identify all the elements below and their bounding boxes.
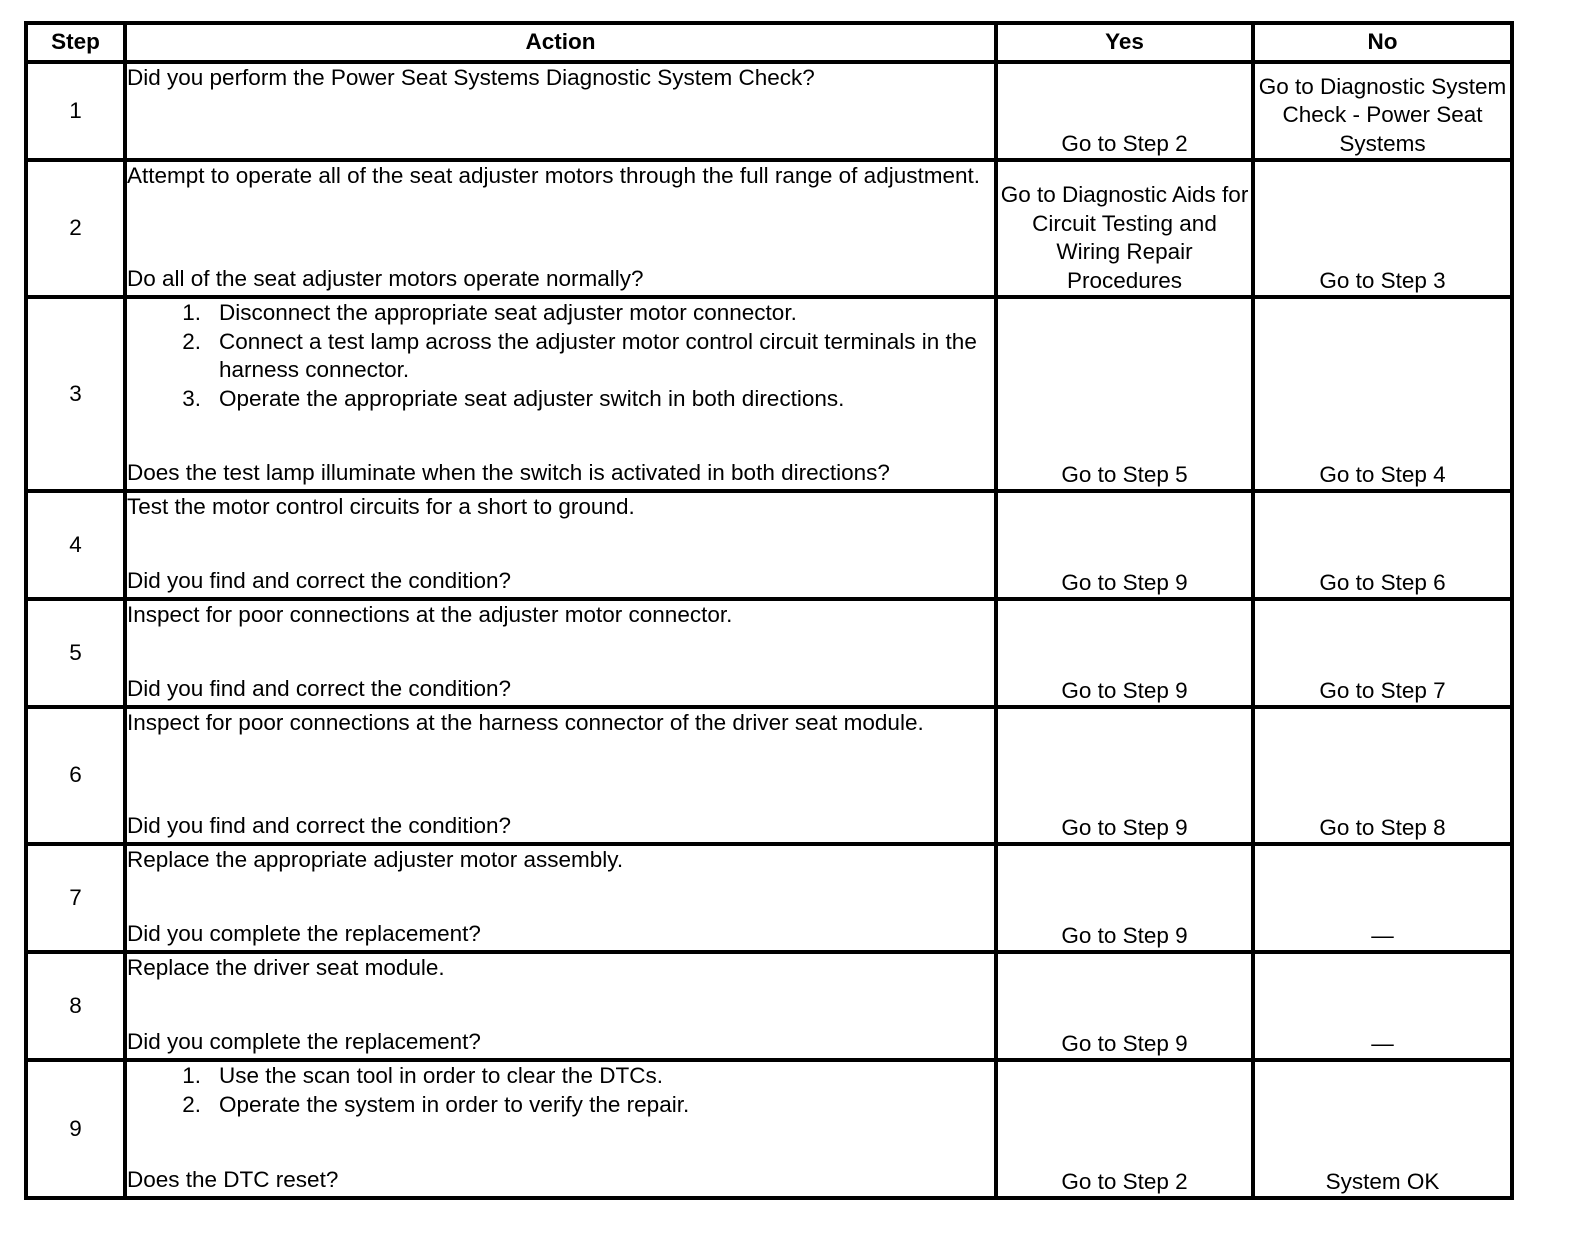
list-item: 1. Use the scan tool in order to clear the DTCs. bbox=[182, 1063, 663, 1088]
action-text: Replace the driver seat module. bbox=[127, 955, 445, 980]
action-cell bbox=[125, 844, 996, 952]
table-row bbox=[26, 599, 1512, 707]
diagnostic-table bbox=[24, 21, 1514, 1200]
action-question: Did you find and correct the condition? bbox=[127, 812, 511, 838]
yes-cell: Go to Step 9 bbox=[996, 599, 1253, 707]
step-number: 1 bbox=[26, 62, 125, 160]
action-cell bbox=[125, 62, 996, 160]
action-text: Inspect for poor connections at the harness connector of the driver seat module. bbox=[127, 710, 924, 735]
yes-cell: Go to Step 9 bbox=[996, 491, 1253, 599]
yes-cell: Go to Diagnostic Aids for Circuit Testing and Wiring Repair Procedures bbox=[996, 160, 1253, 297]
action-text: Inspect for poor connections at the adjuster motor connector. bbox=[127, 602, 733, 627]
action-question: Did you find and correct the condition? bbox=[127, 567, 511, 593]
action-question: Did you complete the replacement? bbox=[127, 920, 481, 946]
action-question: Does the DTC reset? bbox=[127, 1166, 339, 1192]
yes-cell: Go to Step 9 bbox=[996, 952, 1253, 1060]
yes-cell: Go to Step 5 bbox=[996, 297, 1253, 491]
action-cell bbox=[125, 160, 996, 297]
action-cell bbox=[125, 1060, 996, 1198]
action-text: Attempt to operate all of the seat adjuster motors through the full range of adjustment. bbox=[127, 163, 980, 188]
list-item: 2. Connect a test lamp across the adjuster motor control circuit terminals in the harness connector. bbox=[182, 328, 977, 382]
action-text: Test the motor control circuits for a short to ground. bbox=[127, 494, 635, 519]
header-yes: Yes bbox=[996, 23, 1253, 62]
table-row bbox=[26, 1060, 1512, 1198]
step-number: 7 bbox=[26, 844, 125, 952]
list-item: 3. Operate the appropriate seat adjuster switch in both directions. bbox=[182, 385, 845, 411]
table-row bbox=[26, 297, 1512, 491]
action-cell bbox=[125, 491, 996, 599]
action-list bbox=[127, 1062, 994, 1119]
step-number: 3 bbox=[26, 297, 125, 491]
step-number: 2 bbox=[26, 160, 125, 297]
action-list bbox=[127, 299, 994, 413]
no-cell: Go to Step 8 bbox=[1253, 707, 1512, 844]
action-text: Did you perform the Power Seat Systems Diagnostic System Check? bbox=[127, 65, 815, 90]
table-row bbox=[26, 62, 1512, 160]
table-row bbox=[26, 491, 1512, 599]
yes-cell: Go to Step 9 bbox=[996, 707, 1253, 844]
action-text: Replace the appropriate adjuster motor assembly. bbox=[127, 847, 624, 872]
list-item: 2. Operate the system in order to verify the repair. bbox=[182, 1091, 690, 1117]
action-cell bbox=[125, 297, 996, 491]
yes-cell: Go to Step 2 bbox=[996, 62, 1253, 160]
header-action: Action bbox=[125, 23, 996, 62]
table-row bbox=[26, 707, 1512, 844]
list-item: 1. Disconnect the appropriate seat adjuster motor connector. bbox=[182, 300, 797, 325]
no-cell: Go to Step 6 bbox=[1253, 491, 1512, 599]
header-step: Step bbox=[26, 23, 125, 62]
yes-cell: Go to Step 2 bbox=[996, 1060, 1253, 1198]
yes-cell: Go to Step 9 bbox=[996, 844, 1253, 952]
no-cell: Go to Step 3 bbox=[1253, 160, 1512, 297]
action-question: Do all of the seat adjuster motors operate normally? bbox=[127, 265, 644, 291]
step-number: 4 bbox=[26, 491, 125, 599]
no-cell: Go to Diagnostic System Check - Power Seat Systems bbox=[1253, 62, 1512, 160]
table-row bbox=[26, 160, 1512, 297]
action-cell bbox=[125, 707, 996, 844]
no-cell: System OK bbox=[1253, 1060, 1512, 1198]
no-cell: Go to Step 7 bbox=[1253, 599, 1512, 707]
no-cell: Go to Step 4 bbox=[1253, 297, 1512, 491]
table-row bbox=[26, 952, 1512, 1060]
table-row bbox=[26, 844, 1512, 952]
action-cell bbox=[125, 952, 996, 1060]
action-cell bbox=[125, 599, 996, 707]
header-row bbox=[26, 23, 1512, 62]
step-number: 9 bbox=[26, 1060, 125, 1198]
action-question: Does the test lamp illuminate when the switch is activated in both directions? bbox=[127, 459, 890, 485]
no-cell: — bbox=[1253, 844, 1512, 952]
step-number: 8 bbox=[26, 952, 125, 1060]
action-question: Did you complete the replacement? bbox=[127, 1028, 481, 1054]
action-question: Did you find and correct the condition? bbox=[127, 675, 511, 701]
step-number: 6 bbox=[26, 707, 125, 844]
no-cell: — bbox=[1253, 952, 1512, 1060]
step-number: 5 bbox=[26, 599, 125, 707]
header-no: No bbox=[1253, 23, 1512, 62]
